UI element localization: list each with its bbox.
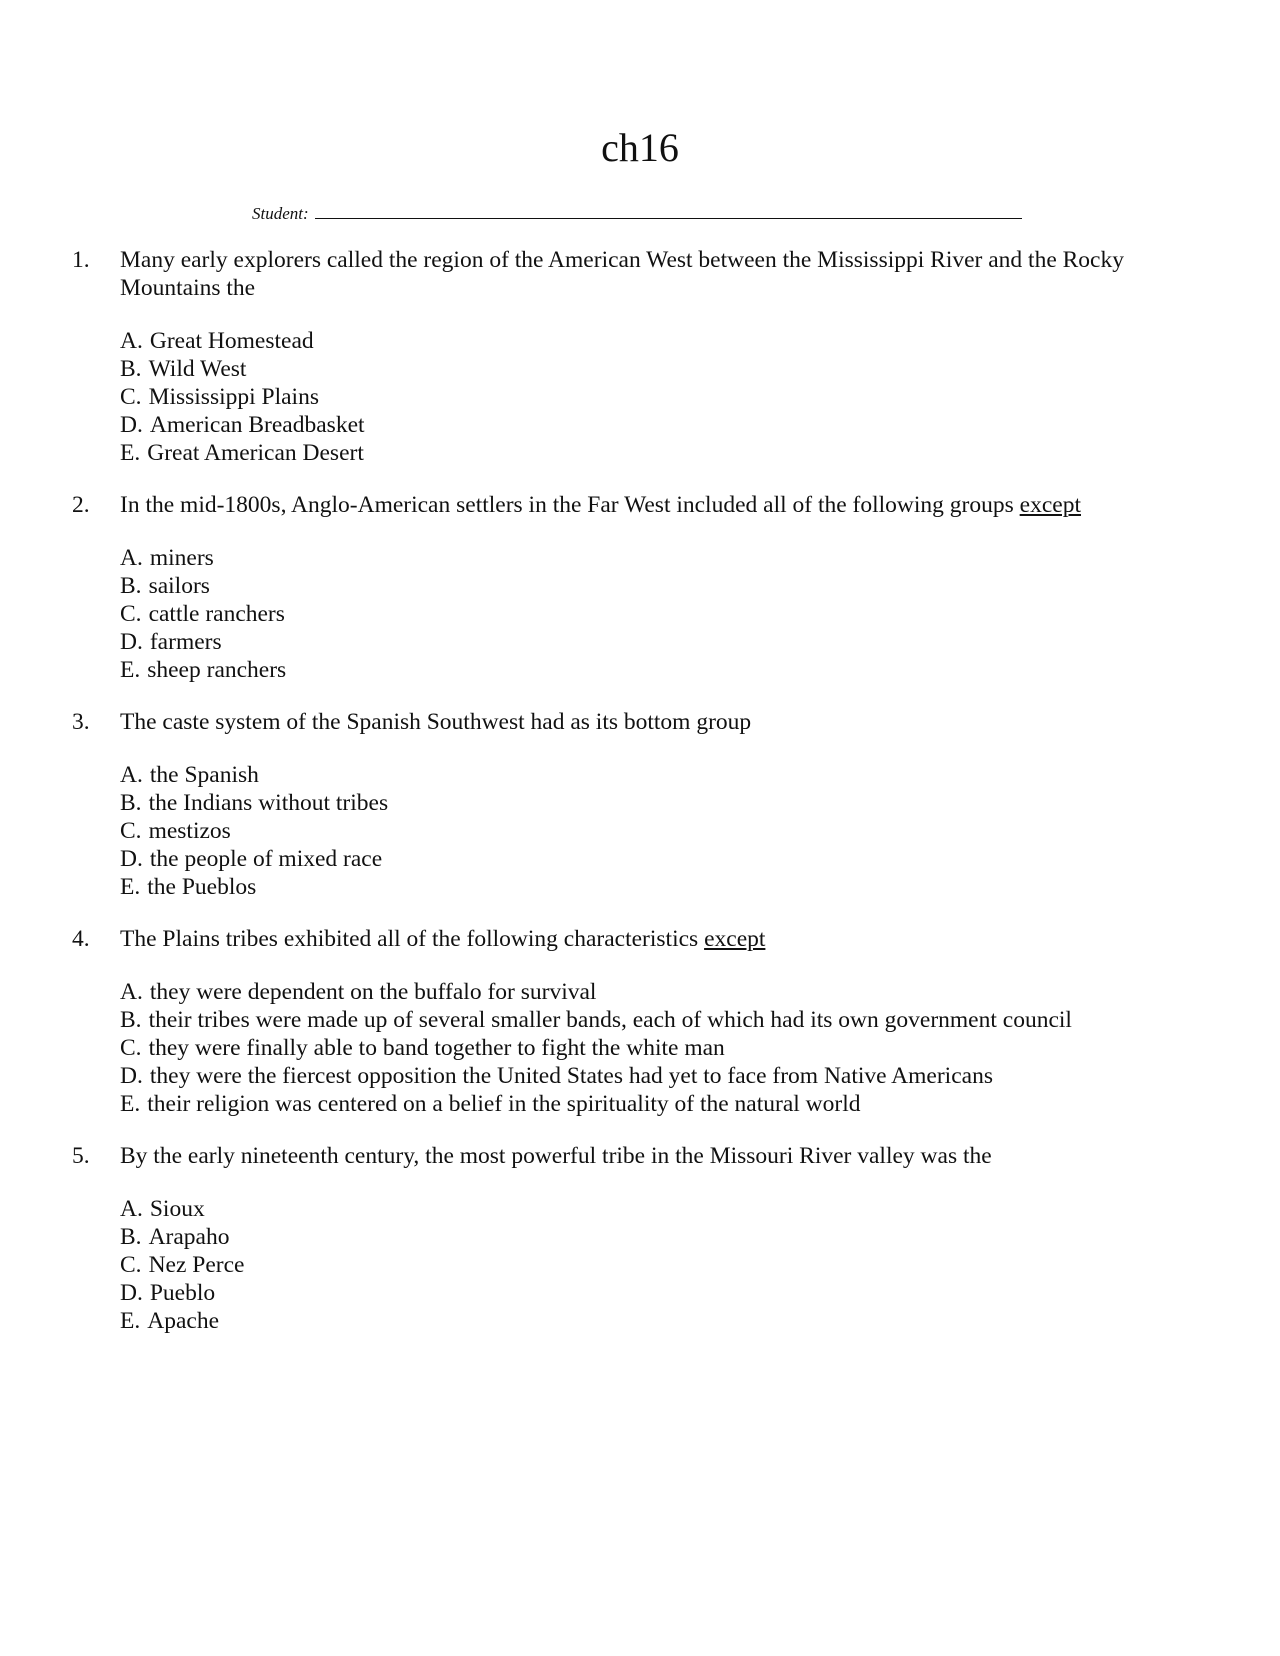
choice-item[interactable] [120, 761, 1212, 789]
question-number: 2. [72, 492, 90, 518]
choice-text: Nez Perce [148, 1252, 245, 1278]
choice-letter: A. [120, 1196, 143, 1222]
choice-text: the Pueblos [147, 874, 257, 900]
choice-text: their tribes were made up of several smaller bands, each of which had its own government council [148, 1007, 1072, 1033]
choice-letter: A. [120, 762, 143, 788]
choice-text: Great American Desert [147, 440, 364, 466]
choice-item[interactable] [120, 873, 1212, 901]
question-stem [120, 925, 1212, 953]
choice-letter: E. [120, 1308, 141, 1334]
question-5 [72, 1142, 1212, 1335]
choice-letter: C. [120, 601, 142, 627]
choice-list [120, 978, 1212, 1118]
choice-text: the Spanish [149, 762, 259, 788]
choice-text: Wild West [148, 356, 247, 382]
choice-letter: B. [120, 1224, 142, 1250]
question-stem [120, 708, 1212, 736]
choice-text: the Indians without tribes [148, 790, 389, 816]
choice-text: farmers [149, 629, 222, 655]
choice-letter: E. [120, 440, 141, 466]
choice-text: they were the fiercest opposition the United States had yet to face from Native Americans [149, 1063, 993, 1089]
choice-letter: E. [120, 874, 141, 900]
student-name-blank[interactable] [315, 218, 1022, 219]
choice-letter: D. [120, 412, 143, 438]
question-stem-text: In the mid-1800s, Anglo-American settlers in the Far West included all of the following groups [120, 492, 1020, 518]
choice-letter: A. [120, 328, 143, 354]
choice-text: they were dependent on the buffalo for survival [149, 979, 597, 1005]
question-stem-text: By the early nineteenth century, the most powerful tribe in the Missouri River valley was the [120, 1143, 992, 1169]
choice-item[interactable] [120, 572, 1212, 600]
choice-item[interactable] [120, 600, 1212, 628]
question-stem-text: The Plains tribes exhibited all of the following characteristics [120, 926, 705, 952]
choice-letter: B. [120, 573, 142, 599]
student-name-line [252, 198, 1022, 224]
choice-item[interactable] [120, 544, 1212, 572]
choice-list [120, 544, 1212, 684]
choice-letter: B. [120, 790, 142, 816]
choice-letter: B. [120, 1007, 142, 1033]
question-number: 5. [72, 1143, 90, 1169]
choice-item[interactable] [120, 1195, 1212, 1223]
choice-letter: D. [120, 1063, 143, 1089]
question-3 [72, 708, 1212, 901]
choice-letter: D. [120, 629, 143, 655]
choice-item[interactable] [120, 1006, 1212, 1034]
choice-letter: E. [120, 657, 141, 683]
question-stem [120, 1142, 1212, 1170]
choice-letter: D. [120, 1280, 143, 1306]
choice-text: sheep ranchers [147, 657, 287, 683]
choice-item[interactable] [120, 439, 1212, 467]
choice-item[interactable] [120, 817, 1212, 845]
question-stem [120, 491, 1212, 519]
choice-letter: A. [120, 979, 143, 1005]
choice-text: American Breadbasket [149, 412, 365, 438]
question-stem-emphasis: except [704, 926, 766, 952]
page-title: ch16 [601, 125, 679, 170]
choice-list [120, 1195, 1212, 1335]
choice-item[interactable] [120, 1062, 1212, 1090]
choice-item[interactable] [120, 1034, 1212, 1062]
choice-text: Sioux [149, 1196, 205, 1222]
choice-letter: C. [120, 1252, 142, 1278]
choice-item[interactable] [120, 1251, 1212, 1279]
choice-letter: C. [120, 384, 142, 410]
choice-item[interactable] [120, 789, 1212, 817]
choice-item[interactable] [120, 1307, 1212, 1335]
choice-item[interactable] [120, 327, 1212, 355]
choice-text: Apache [147, 1308, 219, 1334]
question-number: 4. [72, 926, 90, 952]
choice-letter: D. [120, 846, 143, 872]
question-1 [72, 246, 1212, 467]
choice-item[interactable] [120, 1279, 1212, 1307]
choice-letter: E. [120, 1091, 141, 1117]
choice-item[interactable] [120, 978, 1212, 1006]
choice-text: they were finally able to band together to fight the white man [148, 1035, 725, 1061]
choice-item[interactable] [120, 383, 1212, 411]
choice-item[interactable] [120, 1223, 1212, 1251]
question-stem [120, 246, 1212, 302]
question-stem-text: The caste system of the Spanish Southwest had as its bottom group [120, 709, 752, 735]
question-number: 3. [72, 709, 90, 735]
choice-item[interactable] [120, 1090, 1212, 1118]
choice-text: cattle ranchers [148, 601, 285, 627]
choice-item[interactable] [120, 628, 1212, 656]
question-2 [72, 491, 1212, 684]
choice-item[interactable] [120, 656, 1212, 684]
choice-text: Great Homestead [149, 328, 314, 354]
choice-text: sailors [148, 573, 210, 599]
choice-item[interactable] [120, 845, 1212, 873]
choice-list [120, 761, 1212, 901]
question-4 [72, 925, 1212, 1118]
choice-item[interactable] [120, 355, 1212, 383]
choice-letter: A. [120, 545, 143, 571]
choice-letter: B. [120, 356, 142, 382]
question-stem-text: Many early explorers called the region of the American West between the Mississippi River and the Rocky Mountains the [120, 247, 1124, 301]
choice-text: Pueblo [149, 1280, 216, 1306]
choice-text: their religion was centered on a belief in the spirituality of the natural world [147, 1091, 861, 1117]
choice-text: the people of mixed race [149, 846, 383, 872]
choice-text: Mississippi Plains [148, 384, 319, 410]
question-number: 1. [72, 247, 90, 273]
question-stem-emphasis: except [1019, 492, 1081, 518]
choice-letter: C. [120, 818, 142, 844]
choice-letter: C. [120, 1035, 142, 1061]
choice-text: Arapaho [148, 1224, 230, 1250]
choice-list [120, 327, 1212, 467]
choice-item[interactable] [120, 411, 1212, 439]
choice-text: miners [149, 545, 214, 571]
choice-text: mestizos [148, 818, 231, 844]
student-label: Student: [252, 204, 309, 223]
